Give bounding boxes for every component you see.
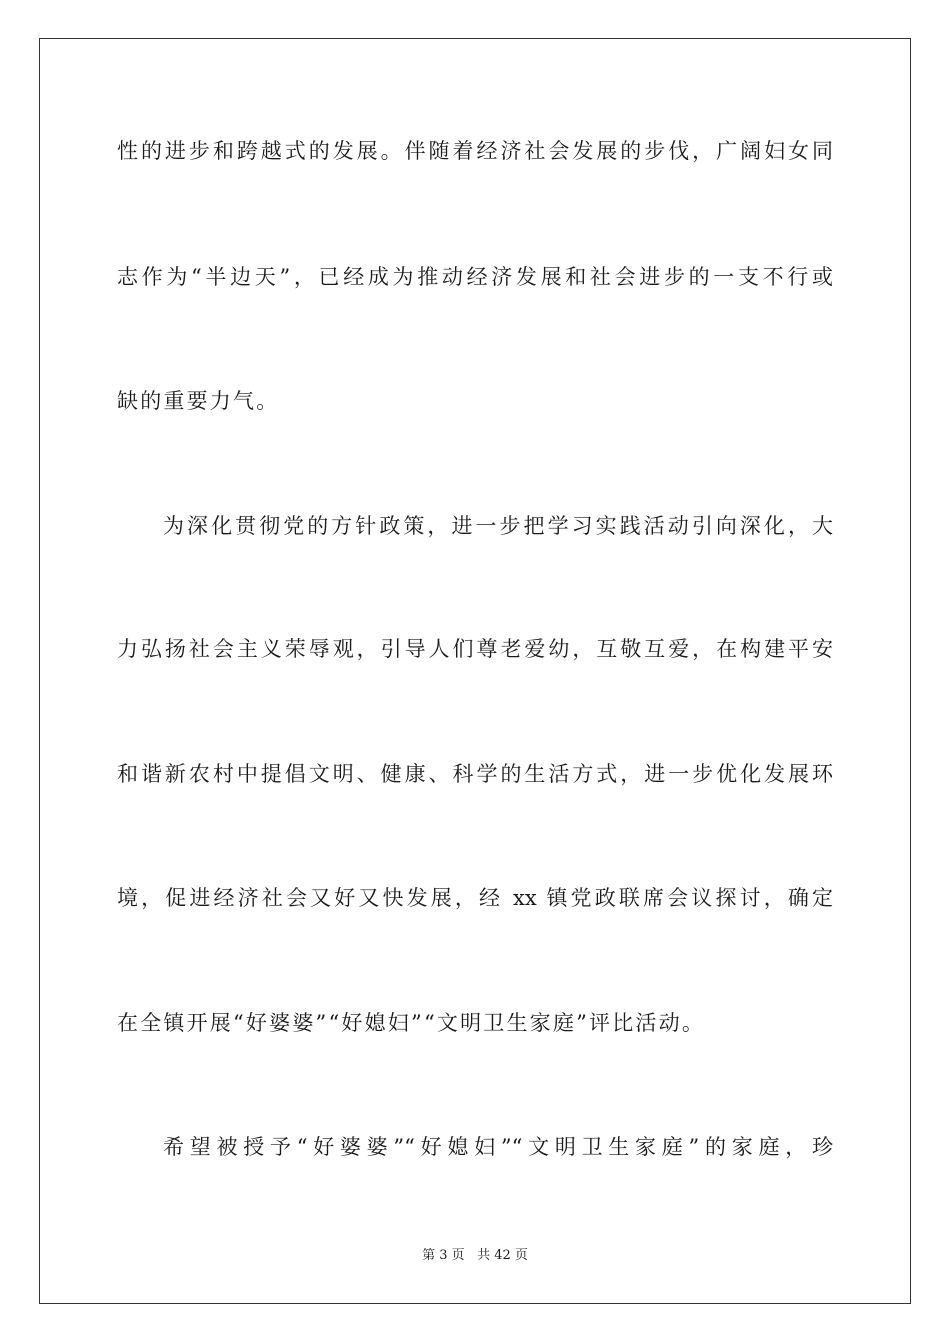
text-line: 性的进步和跨越式的发展。伴随着经济社会发展的步伐，广阔妇女同 <box>117 139 833 163</box>
text-line: 在全镇开展“好婆婆”“好媳妇”“文明卫生家庭”评比活动。 <box>117 1011 706 1035</box>
text-line: 力弘扬社会主义荣辱观，引导人们尊老爱幼，互敬互爱，在构建平安 <box>117 637 833 661</box>
paragraph-start-line: 为深化贯彻党的方针政策，进一步把学习实践活动引向深化，大 <box>163 514 833 538</box>
text-line: 和谐新农村中提倡文明、健康、科学的生活方式，进一步优化发展环 <box>117 762 833 786</box>
page-number: 第 3 页 <box>422 1248 465 1263</box>
text-line: 志作为“半边天”，已经成为推动经济发展和社会进步的一支不行或 <box>117 265 833 289</box>
page-total: 共 42 页 <box>477 1248 528 1263</box>
paragraph-start-line: 希望被授予“好婆婆”“好媳妇”“文明卫生家庭”的家庭，珍 <box>163 1135 833 1159</box>
page-footer <box>0 1247 950 1265</box>
text-line: 境，促进经济社会又好又快发展，经 xx 镇党政联席会议探讨，确定 <box>117 886 833 910</box>
page-border <box>39 38 911 1304</box>
text-line: 缺的重要力气。 <box>117 389 280 413</box>
